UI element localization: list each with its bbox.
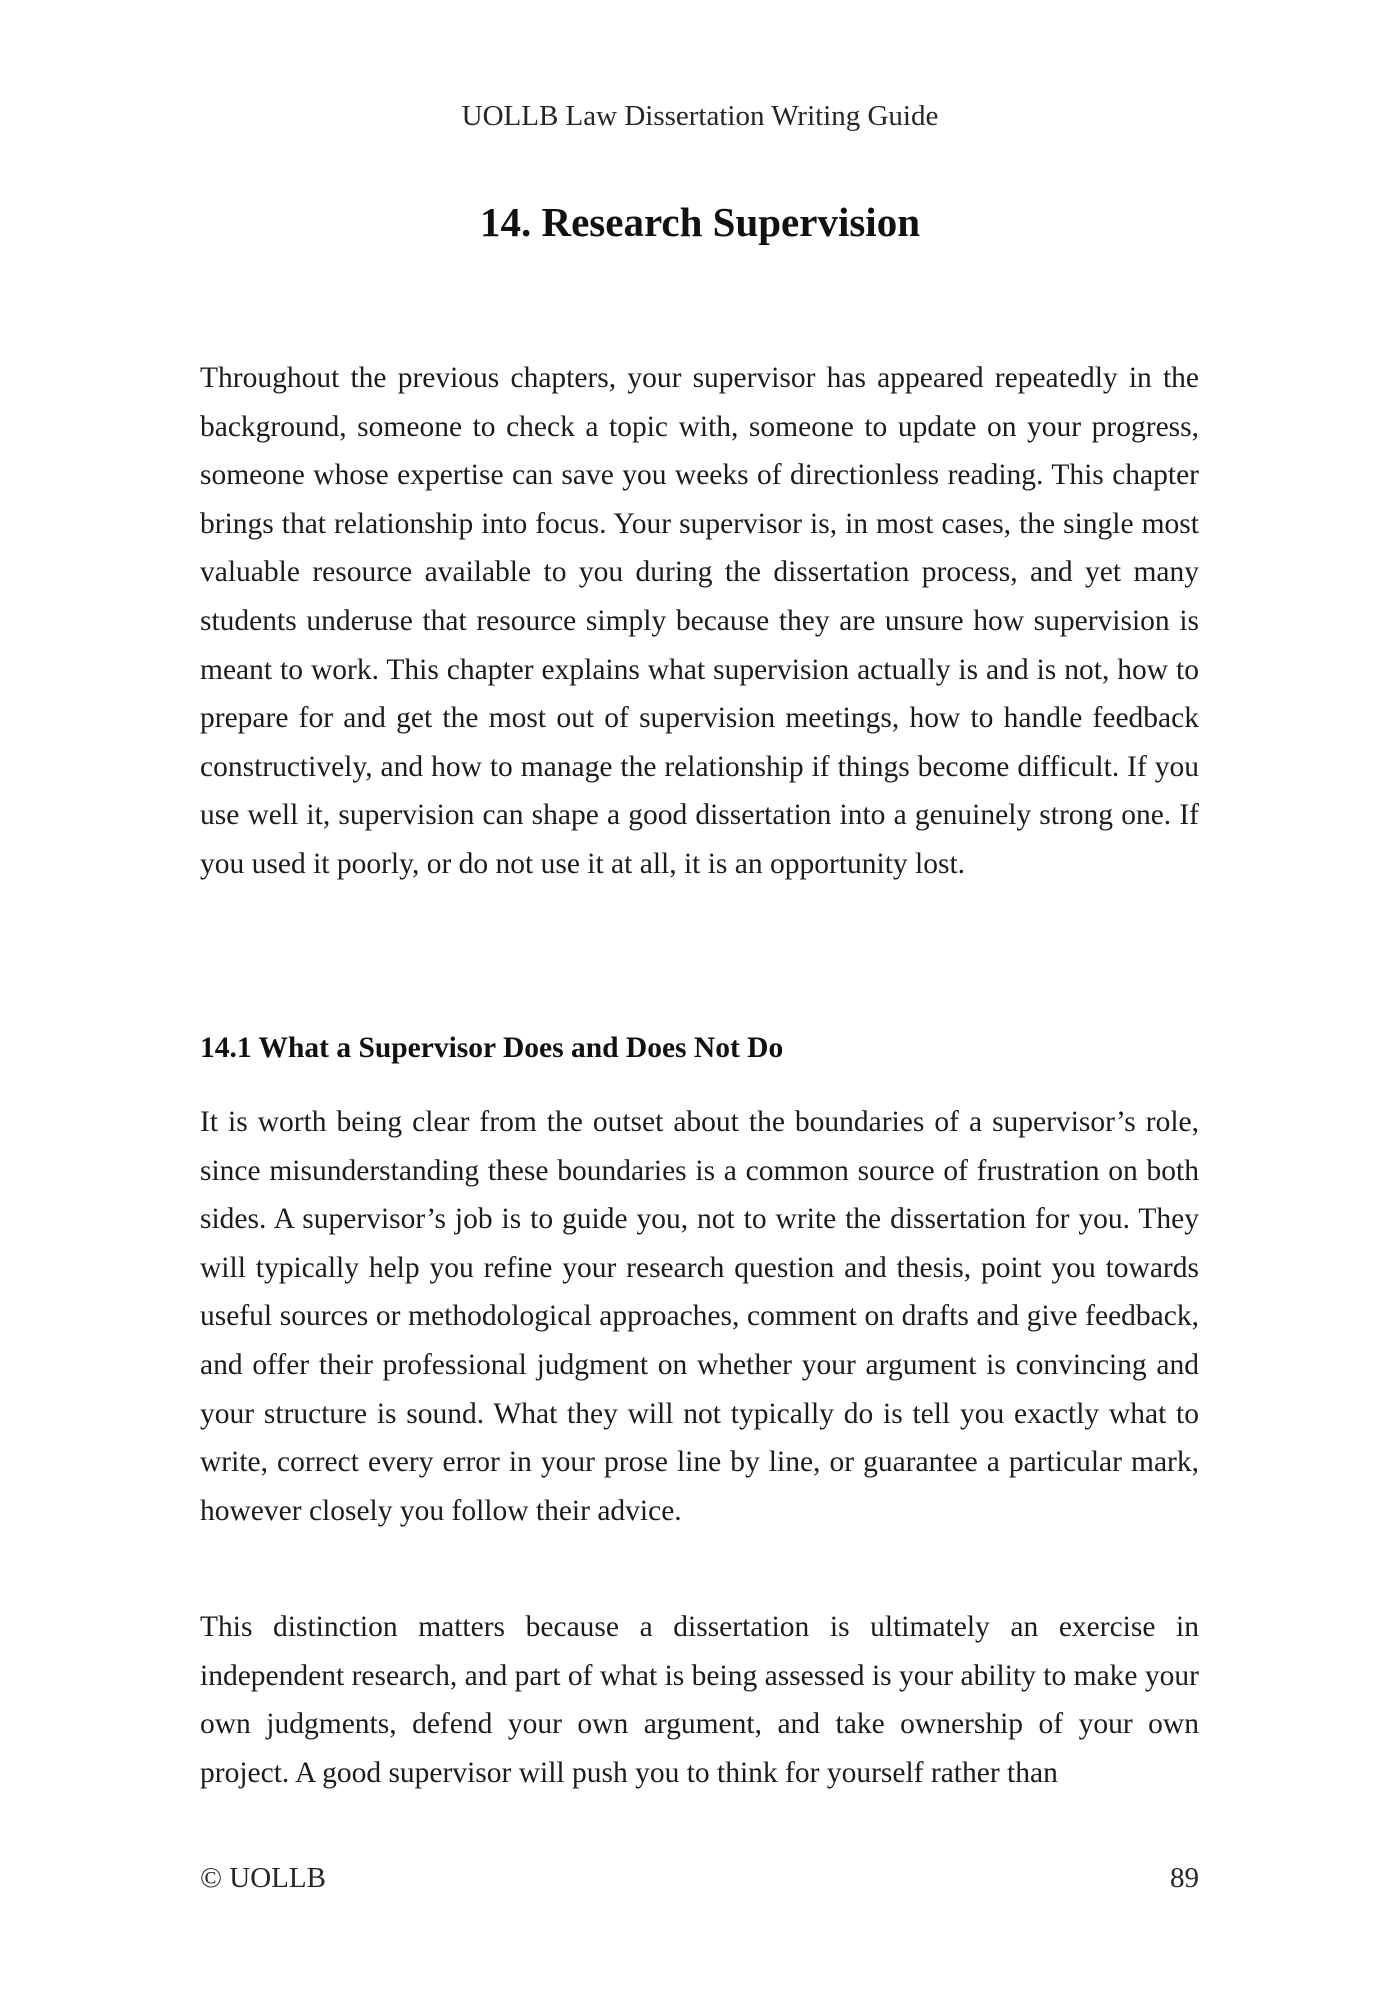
page-number: 89 — [1170, 1862, 1199, 1894]
running-header: UOLLB Law Dissertation Writing Guide — [461, 100, 939, 132]
chapter-title: 14. Research Supervision — [479, 199, 920, 245]
section-heading: 14.1 What a Supervisor Does and Does Not Do — [200, 1032, 784, 1064]
footer-copyright: © UOLLB — [200, 1862, 326, 1894]
intro-paragraph: Throughout the previous chapters, your supervisor has appeared repeatedly in the background, someone to check a topic with, someone to update on your progress, someone whose expertise can save you weeks of directionless reading. This chapter brings that relationship into focus. Your supervisor is, in most cases, the single most valuable resource available to you during the dissertation process, and yet many students underuse that resource simply because they are unsure how supervision is meant to work. This chapter explains what supervision actually is and is not, how to prepare for and get the most out of supervision meetings, how to handle feedback constructively, and how to manage the relationship if things become difficult. If you use well it, supervision can shape a good dissertation into a genuinely strong one. If you used it poorly, or do not use it at all, it is an opportunity lost. — [200, 362, 1199, 880]
body-paragraph: It is worth being clear from the outset about the boundaries of a supervisor’s role, since misunderstanding these boundaries is a common source of frustration on both sides. A supervisor’s job is to guide you, not to write the dissertation for you. They will typically help you refine your research question and thesis, point you towards useful sources or methodological approaches, comment on drafts and give feedback, and offer their professional judgment on whether your argument is convincing and your structure is sound. What they will not typically do is tell you exactly what to write, correct every error in your prose line by line, or guarantee a particular mark, however closely you follow their advice. — [200, 1106, 1199, 1527]
body-paragraph: This distinction matters because a dissertation is ultimately an exercise in independent research, and part of what is being assessed is your ability to make your own judgments, defend your own argument, and take ownership of your own project. A good supervisor will push you to think for yourself rather than — [200, 1611, 1199, 1789]
